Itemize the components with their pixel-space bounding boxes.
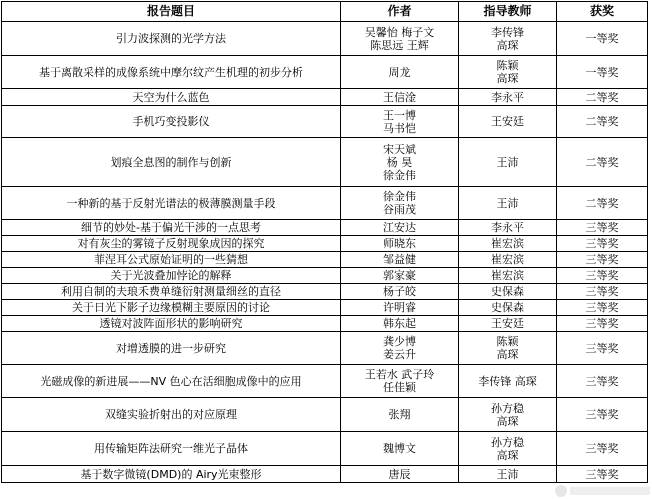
table-row [2, 268, 648, 284]
report-title: 用传输矩阵法研究一维光子晶体 [2, 432, 341, 466]
advisors-cell [459, 106, 557, 138]
authors-cell [341, 332, 459, 365]
award-cell: 三等奖 [557, 284, 648, 300]
advisors-cell [459, 284, 557, 300]
author-name: 陈思远 王辉 [370, 38, 429, 52]
report-title: 引力波探测的光学方法 [2, 22, 341, 56]
report-title: 双缝实验折射出的对应原理 [2, 398, 341, 432]
report-title: 对增透膜的进一步研究 [2, 332, 341, 365]
table-row [2, 56, 648, 89]
advisor-name: 李永平 [491, 221, 524, 234]
author-name: 周龙 [388, 65, 411, 79]
report-title: 光磁成像的新进展——NV 色心在活细胞成像中的应用 [2, 365, 341, 398]
report-title: 细节的妙处-基于偏光干涉的一点思考 [2, 220, 341, 236]
authors-cell [341, 268, 459, 284]
authors-cell [341, 252, 459, 268]
award-cell: 三等奖 [557, 300, 648, 316]
authors-cell [341, 236, 459, 252]
awards-table [1, 1, 648, 483]
table-row [2, 398, 648, 432]
advisors-cell [459, 56, 557, 89]
advisors-cell [459, 89, 557, 106]
award-cell: 二等奖 [557, 187, 648, 220]
report-title: 关于日光下影子边缘模糊主要原因的讨论 [2, 300, 341, 316]
award-cell: 二等奖 [557, 106, 648, 138]
author-name: 龚少博 [383, 335, 416, 348]
table-row [2, 300, 648, 316]
header-award: 获奖 [557, 2, 648, 22]
table-row [2, 432, 648, 466]
table-row [2, 22, 648, 56]
authors-cell [341, 316, 459, 332]
award-cell: 三等奖 [557, 252, 648, 268]
authors-cell [341, 89, 459, 106]
author-name: 杨子皎 [383, 285, 416, 298]
advisor-name: 陈颖 [496, 59, 519, 72]
advisor-name: 孙方稳 [491, 435, 524, 449]
advisors-cell [459, 187, 557, 220]
award-cell: 三等奖 [557, 365, 648, 398]
author-name: 魏博文 [383, 442, 416, 455]
award-cell: 一等奖 [557, 22, 648, 56]
advisor-name: 王安廷 [491, 317, 524, 330]
authors-cell [341, 432, 459, 466]
author-name: 谷雨茂 [383, 203, 416, 216]
report-title: 关于光波叠加悖论的解释 [2, 268, 341, 284]
advisors-cell [459, 365, 557, 398]
author-name: 许明睿 [383, 301, 416, 314]
award-cell: 三等奖 [557, 466, 648, 483]
authors-cell [341, 365, 459, 398]
authors-cell [341, 187, 459, 220]
award-cell: 三等奖 [557, 398, 648, 432]
advisors-cell [459, 22, 557, 56]
authors-cell [341, 466, 459, 483]
advisor-name: 王沛 [496, 467, 519, 481]
table-row [2, 284, 648, 300]
advisor-name: 孙方稳 [491, 401, 524, 415]
author-name: 王一博 [383, 108, 416, 122]
author-name: 宋天斌 [383, 142, 416, 156]
table-row [2, 332, 648, 365]
award-cell: 三等奖 [557, 332, 648, 365]
advisors-cell [459, 466, 557, 483]
authors-cell [341, 22, 459, 56]
award-cell: 一等奖 [557, 56, 648, 89]
author-name: 徐金伟 [383, 190, 416, 203]
authors-cell [341, 398, 459, 432]
award-cell: 三等奖 [557, 316, 648, 332]
advisor-name: 高琛 [496, 414, 519, 428]
advisors-cell [459, 220, 557, 236]
advisors-cell [459, 332, 557, 365]
watermark [540, 484, 650, 498]
report-title: 基于离散采样的成像系统中摩尔纹产生机理的初步分析 [2, 56, 341, 89]
author-name: 姜云升 [383, 348, 416, 361]
advisor-name: 李传锋 [491, 25, 524, 39]
advisor-name: 王沛 [496, 196, 519, 210]
report-title: 天空为什么蓝色 [2, 89, 341, 106]
header-authors: 作者 [341, 2, 459, 22]
author-name: 任佳颖 [383, 381, 416, 394]
table-row [2, 187, 648, 220]
authors-cell [341, 56, 459, 89]
award-cell: 三等奖 [557, 432, 648, 466]
author-name: 吴馨怡 梅子文 [364, 25, 435, 39]
report-title: 一种新的基于反射光谱法的极薄膜测量手段 [2, 187, 341, 220]
report-title: 划痕全息图的制作与创新 [2, 138, 341, 187]
advisor-name: 高琛 [496, 448, 519, 462]
authors-cell [341, 284, 459, 300]
advisor-name: 高琛 [496, 348, 519, 361]
advisors-cell [459, 300, 557, 316]
advisor-name: 李传锋 高琛 [478, 374, 537, 388]
authors-cell [341, 220, 459, 236]
authors-cell [341, 106, 459, 138]
award-cell: 二等奖 [557, 89, 648, 106]
table-row [2, 236, 648, 252]
advisor-name: 崔宏滨 [491, 237, 524, 250]
author-name: 唐辰 [388, 467, 411, 481]
advisors-cell [459, 236, 557, 252]
table-row [2, 138, 648, 187]
author-name: 韩东起 [383, 317, 416, 330]
table-row [2, 466, 648, 483]
advisor-name: 史保森 [491, 301, 524, 314]
advisors-cell [459, 138, 557, 187]
table-row [2, 252, 648, 268]
advisors-cell [459, 316, 557, 332]
report-title: 菲涅耳公式原始证明的一些猜想 [2, 252, 341, 268]
author-name: 徐金伟 [383, 168, 416, 182]
watermark-text-block [570, 487, 650, 495]
advisor-name: 崔宏滨 [491, 269, 524, 282]
header-title: 报告题目 [2, 2, 341, 22]
author-name: 杨 昊 [386, 155, 413, 169]
table-row [2, 89, 648, 106]
author-name: 王信淦 [383, 90, 416, 104]
report-title: 对有灰尘的雾镜子反射现象成因的探究 [2, 236, 341, 252]
author-name: 郭家豪 [383, 269, 416, 282]
award-cell: 二等奖 [557, 138, 648, 187]
award-cell: 三等奖 [557, 220, 648, 236]
author-name: 张翔 [388, 408, 411, 421]
author-name: 邹益健 [383, 253, 416, 266]
advisors-cell [459, 268, 557, 284]
table-row [2, 106, 648, 138]
authors-cell [341, 138, 459, 187]
advisor-name: 史保森 [491, 285, 524, 298]
table-row [2, 220, 648, 236]
advisors-cell [459, 252, 557, 268]
author-name: 马书恺 [383, 121, 416, 135]
report-title: 利用自制的夫琅禾费单缝衍射测量细丝的直径 [2, 284, 341, 300]
table-header-row [2, 2, 648, 22]
advisors-cell [459, 398, 557, 432]
report-title: 基于数字微镜(DMD)的 Airy光束整形 [2, 466, 341, 483]
award-cell: 三等奖 [557, 236, 648, 252]
advisor-name: 李永平 [491, 90, 524, 104]
award-cell: 三等奖 [557, 268, 648, 284]
advisor-name: 崔宏滨 [491, 253, 524, 266]
table-row [2, 365, 648, 398]
advisor-name: 王安廷 [491, 115, 524, 128]
author-name: 江安达 [383, 221, 416, 234]
advisor-name: 陈颖 [496, 335, 519, 348]
authors-cell [341, 300, 459, 316]
advisor-name: 王沛 [496, 155, 519, 169]
author-name: 师晓东 [383, 237, 416, 250]
advisor-name: 高琛 [496, 38, 519, 52]
header-advisors: 指导教师 [459, 2, 557, 22]
advisors-cell [459, 432, 557, 466]
report-title: 透镜对波阵面形状的影响研究 [2, 316, 341, 332]
table-row [2, 316, 648, 332]
watermark-logo-icon [555, 485, 567, 497]
author-name: 王若水 武子玲 [364, 368, 435, 381]
advisor-name: 高琛 [496, 72, 519, 85]
report-title: 手机巧变投影仪 [2, 106, 341, 138]
